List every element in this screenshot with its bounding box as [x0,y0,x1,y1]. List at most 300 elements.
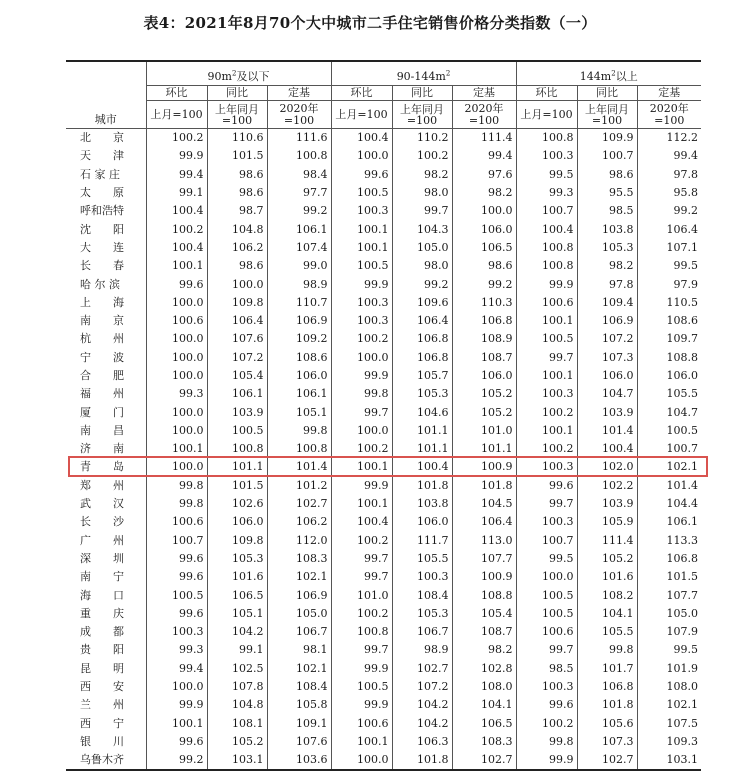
index-value: 102.6 [207,495,267,513]
table-row [66,294,701,312]
index-value: 105.3 [207,550,267,568]
index-value: 100.0 [146,294,207,312]
index-value: 108.0 [637,678,701,696]
index-value: 105.4 [207,367,267,385]
index-value: 99.8 [516,733,577,751]
index-value: 100.2 [516,715,577,733]
index-value: 102.7 [392,660,452,678]
index-value: 105.0 [267,605,331,623]
base-header [331,101,392,129]
index-value: 101.8 [577,696,637,714]
index-value: 100.4 [331,129,392,148]
city-name: 兰 州 [80,698,124,712]
base-header-line: 2020年=100 [279,101,319,127]
base-header-line: =100 [591,113,623,127]
index-value: 106.8 [452,312,516,330]
index-value: 104.5 [452,495,516,513]
metric-header: 环比 [331,86,392,101]
base-header [452,101,516,129]
index-value: 106.4 [452,513,516,531]
index-value: 100.7 [516,202,577,220]
index-value: 109.8 [207,532,267,550]
index-value: 98.6 [207,257,267,275]
index-value: 99.7 [516,641,577,659]
index-value: 100.2 [146,220,207,238]
index-value: 101.8 [392,751,452,770]
index-value: 98.1 [267,641,331,659]
index-value: 101.1 [207,458,267,476]
index-value: 100.5 [331,184,392,202]
index-value: 108.2 [577,586,637,604]
city-name: 重 庆 [80,606,124,620]
index-value: 106.2 [207,239,267,257]
index-value: 106.9 [267,586,331,604]
base-header-line: 上年同月 [400,102,444,116]
index-value: 102.0 [577,458,637,476]
base-header-line: 上月=100 [520,107,573,121]
size-group-header-large: $144m^2$以上 [516,61,701,86]
index-value: 100.1 [331,495,392,513]
index-value: 105.1 [267,403,331,421]
city-name: 天 津 [80,149,124,163]
index-value: 100.1 [516,422,577,440]
index-value: 100.5 [146,586,207,604]
index-value: 104.8 [207,220,267,238]
index-value: 107.6 [207,330,267,348]
city-name: 沈 阳 [80,222,124,236]
index-value: 108.0 [452,678,516,696]
index-value: 100.0 [516,568,577,586]
index-value: 100.1 [331,458,392,476]
table-row [66,440,701,458]
index-value: 102.5 [207,660,267,678]
index-value: 100.8 [516,257,577,275]
index-value: 103.9 [577,403,637,421]
index-value: 99.8 [146,477,207,495]
index-value: 105.7 [392,367,452,385]
index-value: 104.4 [637,495,701,513]
index-value: 99.7 [516,495,577,513]
table-title: 表4：2021年8月70个大中城市二手住宅销售价格分类指数（一） [143,14,597,32]
index-value: 108.4 [267,678,331,696]
base-header [267,101,331,129]
index-value: 100.0 [331,422,392,440]
index-value: 101.1 [452,440,516,458]
index-value: 104.8 [207,696,267,714]
index-value: 100.3 [146,623,207,641]
index-value: 102.7 [577,751,637,770]
index-value: 105.0 [392,239,452,257]
city-name: 南 京 [80,314,124,328]
index-value: 104.2 [392,696,452,714]
city-name: 呼和浩特 [80,204,124,218]
index-value: 100.5 [331,678,392,696]
index-value: 111.4 [577,532,637,550]
index-value: 107.3 [577,733,637,751]
index-value: 100.3 [331,312,392,330]
index-value: 104.1 [452,696,516,714]
index-value: 100.1 [331,239,392,257]
index-value: 100.2 [331,605,392,623]
index-value: 99.4 [146,166,207,184]
table-row [66,184,701,202]
index-value: 99.6 [146,568,207,586]
index-value: 99.1 [207,641,267,659]
index-value: 109.8 [207,294,267,312]
base-header-line: 2020年=100 [649,101,689,127]
price-index-table [66,60,701,771]
index-value: 105.6 [577,715,637,733]
index-value: 109.3 [637,733,701,751]
city-column-header: 城市 [66,61,146,129]
city-name: 海 口 [80,588,124,602]
index-value: 100.6 [146,312,207,330]
index-value: 100.7 [577,147,637,165]
index-value: 107.2 [577,330,637,348]
city-name: 宁 波 [80,350,124,364]
index-value: 103.8 [577,220,637,238]
index-value: 100.1 [516,312,577,330]
index-value: 104.2 [207,623,267,641]
index-value: 104.3 [392,220,452,238]
table-row [66,458,701,476]
index-value: 110.2 [392,129,452,148]
index-value: 100.5 [516,605,577,623]
index-value: 100.5 [516,586,577,604]
index-value: 112.0 [267,532,331,550]
city-name: 银 川 [80,734,124,748]
table-row [66,129,701,148]
index-value: 108.6 [637,312,701,330]
table-row [66,623,701,641]
index-value: 105.5 [637,385,701,403]
index-value: 99.6 [516,477,577,495]
index-value: 99.8 [267,422,331,440]
index-value: 97.6 [452,166,516,184]
index-value: 100.2 [331,440,392,458]
table-row [66,275,701,293]
index-value: 107.9 [637,623,701,641]
index-value: 100.2 [331,532,392,550]
index-value: 106.8 [392,330,452,348]
table-row [66,239,701,257]
index-value: 99.8 [577,641,637,659]
city-name: 福 州 [80,387,124,401]
index-value: 103.8 [392,495,452,513]
index-value: 100.0 [207,275,267,293]
index-value: 100.4 [392,458,452,476]
table-row [66,385,701,403]
index-value: 99.4 [452,147,516,165]
index-value: 106.4 [392,312,452,330]
index-value: 100.5 [331,257,392,275]
index-value: 98.2 [452,641,516,659]
index-value: 106.5 [207,586,267,604]
index-value: 99.2 [146,751,207,770]
index-value: 109.6 [392,294,452,312]
index-value: 110.5 [637,294,701,312]
index-value: 100.8 [516,129,577,148]
index-value: 111.6 [267,129,331,148]
index-value: 102.7 [452,751,516,770]
index-value: 106.2 [267,513,331,531]
index-value: 108.7 [452,349,516,367]
base-header-line: 上月=100 [335,107,388,121]
index-value: 98.4 [267,166,331,184]
index-value: 100.5 [207,422,267,440]
index-value: 108.4 [392,586,452,604]
index-value: 112.2 [637,129,701,148]
index-value: 100.2 [331,330,392,348]
table-row [66,696,701,714]
city-name: 大 连 [80,240,124,254]
city-name: 贵 阳 [80,643,124,657]
index-value: 101.4 [637,477,701,495]
index-value: 113.0 [452,532,516,550]
index-value: 105.2 [577,550,637,568]
city-name: 南 宁 [80,570,124,584]
table-row [66,403,701,421]
index-value: 108.8 [637,349,701,367]
index-value: 101.5 [637,568,701,586]
index-value: 106.9 [577,312,637,330]
table-row [66,220,701,238]
index-value: 100.0 [331,147,392,165]
index-value: 106.4 [637,220,701,238]
index-value: 107.6 [267,733,331,751]
index-value: 100.6 [146,513,207,531]
metric-header: 定基 [452,86,516,101]
table-row [66,751,701,770]
index-value: 98.5 [577,202,637,220]
index-value: 99.9 [146,147,207,165]
index-value: 100.7 [516,532,577,550]
city-name: 武 汉 [80,497,124,511]
size-group-header-medium: $90-144m^2$ [331,61,516,86]
table-row [66,166,701,184]
city-name: 长 沙 [80,515,124,529]
index-value: 99.5 [637,257,701,275]
index-value: 101.8 [452,477,516,495]
index-value: 103.1 [207,751,267,770]
index-value: 106.3 [392,733,452,751]
index-value: 100.0 [452,202,516,220]
index-value: 100.1 [331,220,392,238]
index-value: 100.4 [146,202,207,220]
index-value: 98.6 [452,257,516,275]
index-value: 100.2 [516,440,577,458]
index-value: 105.2 [452,403,516,421]
index-value: 109.2 [267,330,331,348]
city-name: 北 京 [80,131,124,145]
index-value: 107.2 [207,349,267,367]
index-value: 110.6 [207,129,267,148]
index-value: 99.3 [146,385,207,403]
base-header [516,101,577,129]
index-value: 108.7 [452,623,516,641]
index-value: 106.0 [577,367,637,385]
index-value: 99.7 [331,550,392,568]
index-value: 99.6 [331,166,392,184]
index-value: 99.2 [267,202,331,220]
index-value: 100.8 [267,440,331,458]
city-name: 济 南 [80,442,124,456]
index-value: 100.4 [146,239,207,257]
index-value: 106.8 [577,678,637,696]
index-value: 98.7 [207,202,267,220]
index-value: 102.7 [267,495,331,513]
index-value: 99.6 [146,550,207,568]
index-value: 101.2 [267,477,331,495]
table-row [66,257,701,275]
city-name: 西 安 [80,680,124,694]
index-value: 98.2 [452,184,516,202]
index-value: 99.2 [452,275,516,293]
index-value: 100.3 [331,202,392,220]
index-value: 100.6 [516,294,577,312]
index-value: 99.6 [146,275,207,293]
index-value: 100.4 [331,513,392,531]
index-value: 102.1 [267,660,331,678]
index-value: 99.4 [146,660,207,678]
index-value: 99.3 [146,641,207,659]
index-value: 105.1 [207,605,267,623]
index-value: 100.0 [146,403,207,421]
index-value: 101.1 [392,422,452,440]
index-value: 113.3 [637,532,701,550]
index-value: 106.0 [452,367,516,385]
index-value: 99.7 [331,568,392,586]
index-value: 99.1 [146,184,207,202]
table-row [66,367,701,385]
index-value: 106.8 [637,550,701,568]
index-value: 95.8 [637,184,701,202]
index-value: 101.4 [577,422,637,440]
city-name: 青 岛 [80,460,124,474]
index-value: 105.9 [577,513,637,531]
city-name: 上 海 [80,295,124,309]
index-value: 106.4 [207,312,267,330]
table-row [66,312,701,330]
index-value: 104.7 [577,385,637,403]
index-value: 103.6 [267,751,331,770]
index-value: 100.1 [516,367,577,385]
index-value: 106.1 [207,385,267,403]
index-value: 99.7 [392,202,452,220]
index-value: 109.7 [637,330,701,348]
index-value: 106.0 [452,220,516,238]
index-value: 100.8 [331,623,392,641]
table-row [66,202,701,220]
index-value: 102.8 [452,660,516,678]
table-row [66,586,701,604]
index-value: 108.3 [267,550,331,568]
index-value: 98.9 [267,275,331,293]
index-value: 100.1 [331,733,392,751]
index-value: 111.7 [392,532,452,550]
base-header-line: 2020年=100 [464,101,504,127]
index-value: 105.4 [452,605,516,623]
index-value: 99.7 [516,349,577,367]
index-value: 98.0 [392,184,452,202]
index-value: 107.7 [637,586,701,604]
table-row [66,715,701,733]
table-row [66,422,701,440]
index-value: 101.8 [392,477,452,495]
index-value: 105.2 [452,385,516,403]
index-value: 99.2 [392,275,452,293]
index-value: 108.1 [207,715,267,733]
index-value: 100.8 [207,440,267,458]
index-value: 97.9 [637,275,701,293]
index-value: 100.3 [392,568,452,586]
index-value: 98.2 [392,166,452,184]
index-value: 99.5 [516,550,577,568]
index-value: 106.0 [207,513,267,531]
index-value: 99.9 [331,275,392,293]
index-value: 100.5 [516,330,577,348]
index-value: 106.9 [267,312,331,330]
city-name: 成 都 [80,625,124,639]
table-row [66,495,701,513]
city-name: 哈 尔 滨 [80,277,120,291]
index-value: 99.8 [146,495,207,513]
index-value: 99.3 [516,184,577,202]
index-value: 102.1 [267,568,331,586]
index-value: 101.5 [207,147,267,165]
index-value: 100.3 [516,385,577,403]
index-value: 100.5 [637,422,701,440]
index-value: 100.3 [516,147,577,165]
index-value: 101.7 [577,660,637,678]
table-row [66,605,701,623]
index-value: 99.9 [331,477,392,495]
base-header-line: 上年同月 [585,102,629,116]
table-row [66,568,701,586]
index-value: 106.0 [637,367,701,385]
index-value: 100.0 [331,751,392,770]
base-header [392,101,452,129]
index-value: 110.7 [267,294,331,312]
index-value: 98.6 [207,184,267,202]
index-value: 100.7 [146,532,207,550]
index-value: 108.3 [452,733,516,751]
index-value: 106.1 [637,513,701,531]
index-value: 105.0 [637,605,701,623]
base-header [207,101,267,129]
index-value: 99.6 [146,733,207,751]
index-value: 98.6 [577,166,637,184]
index-value: 100.4 [516,220,577,238]
city-name: 郑 州 [80,478,124,492]
index-value: 101.9 [637,660,701,678]
index-value: 105.3 [392,385,452,403]
index-value: 103.1 [637,751,701,770]
index-value: 98.2 [577,257,637,275]
city-name: 南 昌 [80,423,124,437]
index-value: 100.2 [146,129,207,148]
index-value: 99.0 [267,257,331,275]
index-value: 100.6 [331,715,392,733]
index-value: 107.4 [267,239,331,257]
index-value: 99.6 [516,696,577,714]
index-value: 105.3 [577,239,637,257]
metric-header: 同比 [392,86,452,101]
index-value: 108.6 [267,349,331,367]
index-value: 109.4 [577,294,637,312]
table-row [66,147,701,165]
index-value: 100.0 [146,349,207,367]
